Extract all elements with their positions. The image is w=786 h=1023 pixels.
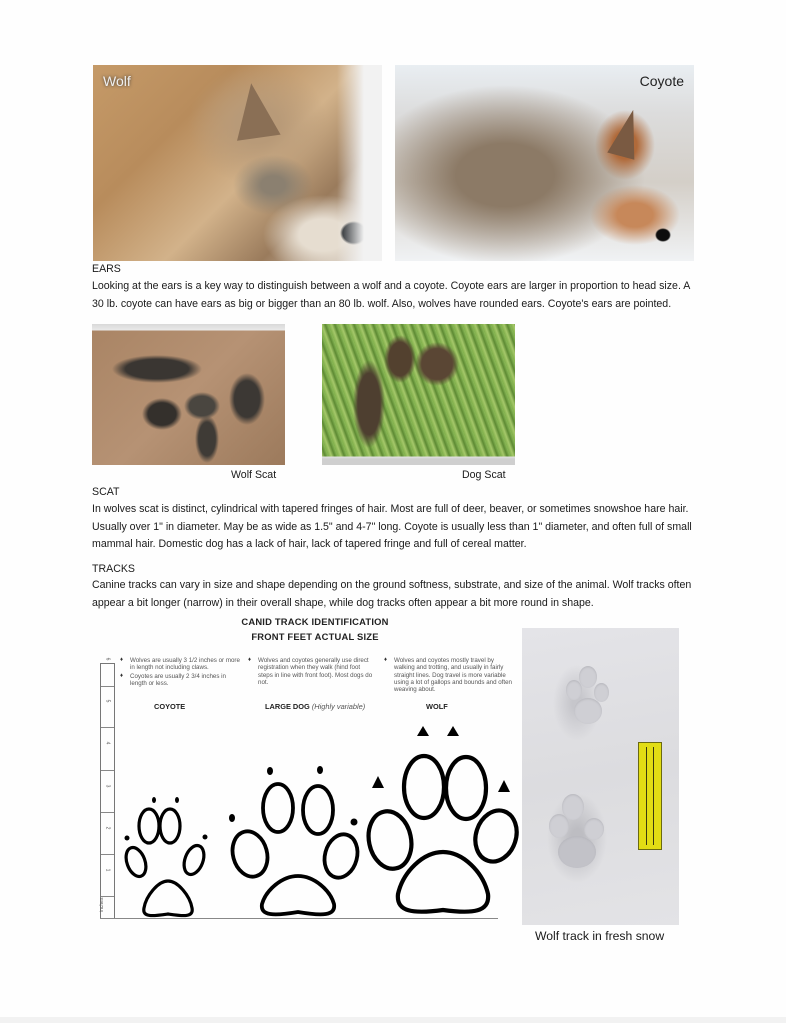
track-chart-title: CANID TRACK IDENTIFICATION bbox=[241, 616, 389, 627]
coyote-photo-label: Coyote bbox=[639, 73, 684, 89]
coyote-toe bbox=[122, 845, 149, 879]
ruler-number: 2 bbox=[104, 826, 111, 830]
label-wolf: WOLF bbox=[426, 702, 448, 711]
coyote-toe bbox=[160, 809, 180, 843]
bullet-wolf-length: ♦ Wolves are usually 3 1/2 inches or more in length not including claws. bbox=[120, 657, 242, 672]
ruler-tick bbox=[101, 770, 114, 771]
ruler-number: 1 bbox=[104, 868, 111, 872]
wolf-ear-shape bbox=[229, 80, 280, 141]
snow-track-heel bbox=[574, 698, 602, 724]
ruler-units: inches bbox=[99, 897, 105, 912]
ruler-number: 3 bbox=[104, 784, 111, 788]
scat-heading: SCAT bbox=[92, 486, 120, 498]
track-baseline bbox=[100, 918, 498, 919]
wolf-paw-print bbox=[368, 722, 516, 918]
scat-paragraph: In wolves scat is distinct, cylindrical with tapered fringes of hair. Most are full of deer, beaver, or sometimes snowshoe hare hair. Usually over 1" in diameter. May be as wide as 1.5" and 4-7" long. Coyote is usually less than 1" diameter, and often full of small mammal hair. Domestic dog has a lack of hair, lack of tapered fringe and full of cereal matter. bbox=[92, 503, 692, 550]
dog-claw bbox=[267, 767, 273, 775]
coyote-claw bbox=[203, 835, 208, 840]
dog-scat-photo bbox=[322, 324, 515, 465]
label-coyote: COYOTE bbox=[154, 702, 186, 711]
coyote-heel-pad bbox=[144, 881, 192, 916]
bullet-direct-registration: ♦ Wolves and coyotes generally use direct registration when they walk (hind foot steps in line with front foot). Most dogs do not. bbox=[248, 657, 376, 686]
snow-photo-caption: Wolf track in fresh snow bbox=[535, 929, 665, 943]
snow-track-toe bbox=[594, 683, 609, 702]
dog-scat-caption: Dog Scat bbox=[462, 469, 506, 481]
coyote-toe bbox=[139, 809, 159, 843]
wolf-toe bbox=[404, 756, 444, 818]
wolf-claw bbox=[372, 776, 384, 788]
ruler-tick bbox=[101, 727, 114, 728]
wolf-track-snow-photo bbox=[522, 628, 679, 925]
dog-toe bbox=[320, 831, 362, 882]
coyote-claw bbox=[152, 797, 156, 803]
wolf-toe bbox=[363, 807, 416, 872]
dog-toe bbox=[303, 786, 333, 834]
dog-toe bbox=[263, 784, 293, 832]
coyote-photo bbox=[395, 65, 694, 261]
wolf-heel-pad bbox=[398, 852, 488, 912]
snow-background bbox=[337, 65, 382, 261]
dog-heel-pad bbox=[262, 876, 334, 914]
coyote-toe bbox=[180, 843, 207, 877]
wolf-claw bbox=[498, 780, 510, 792]
wolf-photo-label: Wolf bbox=[103, 73, 131, 89]
large-dog-paw-print bbox=[230, 766, 365, 918]
bullet-coyote-length: ♦ Coyotes are usually 2 3/4 inches in length or less. bbox=[120, 673, 242, 688]
bullets-column-1 bbox=[120, 657, 242, 688]
bullets-column-2 bbox=[248, 657, 376, 687]
ruler-number: 6 bbox=[104, 657, 111, 661]
snow-track-toe bbox=[549, 814, 569, 838]
coyote-claw bbox=[125, 836, 130, 841]
yellow-measuring-ruler bbox=[638, 742, 662, 850]
dog-claw bbox=[229, 814, 235, 822]
label-large-dog bbox=[265, 702, 365, 711]
wolf-scat-photo bbox=[92, 324, 285, 465]
ruler-tick bbox=[101, 686, 114, 687]
dog-claw bbox=[317, 766, 323, 774]
wolf-scat-caption: Wolf Scat bbox=[231, 469, 277, 481]
coyote-ear-shape bbox=[607, 106, 646, 160]
bullet-travel-pattern: ♦ Wolves and coyotes mostly travel by walking and trotting, and usually in fairly straight lines. Dog travel is more variable using a lot of gallops and bounds and often weaving about. bbox=[384, 657, 512, 693]
inch-ruler bbox=[100, 657, 115, 918]
ruler-number: 5 bbox=[104, 699, 111, 703]
ruler-number: 4 bbox=[104, 741, 111, 745]
snow-track-toe bbox=[579, 666, 597, 688]
label-large-dog-note: (Highly variable) bbox=[311, 702, 366, 711]
wolf-claw bbox=[447, 726, 459, 736]
dog-toe bbox=[228, 827, 273, 880]
tracks-paragraph: Canine tracks can vary in size and shape depending on the ground softness, substrate, and size of the animal. Wolf tracks often appear a bit longer (narrow) in their overall shape, while dog tracks often appear a bit more round in shape. bbox=[92, 579, 692, 609]
snow-track-toe bbox=[566, 680, 582, 700]
track-chart-subtitle: FRONT FEET ACTUAL SIZE bbox=[251, 631, 379, 642]
ears-heading: EARS bbox=[92, 263, 121, 275]
wolf-photo bbox=[93, 65, 382, 261]
page-bottom-edge bbox=[0, 1017, 786, 1023]
dog-claw bbox=[351, 819, 358, 826]
coyote-paw-print bbox=[124, 796, 214, 918]
wolf-claw bbox=[417, 726, 429, 736]
tracks-heading: TRACKS bbox=[92, 563, 135, 575]
ruler-tick bbox=[101, 812, 114, 813]
wolf-toe bbox=[446, 757, 486, 819]
snow-track-toe bbox=[584, 818, 604, 840]
snow-track-heel bbox=[558, 836, 596, 868]
bullets-column-3 bbox=[384, 657, 512, 694]
ruler-tick bbox=[101, 854, 114, 855]
label-large-dog-text: LARGE DOG bbox=[265, 702, 310, 711]
coyote-claw bbox=[175, 797, 179, 803]
ears-paragraph: Looking at the ears is a key way to distinguish between a wolf and a coyote. Coyote ears are larger in proportion to head size. A 30 lb. coyote can have ears as big or bigger than an 80 lb. wolf. Also, wolves have rounded ears. Coyote's ears are pointed. bbox=[92, 280, 690, 310]
